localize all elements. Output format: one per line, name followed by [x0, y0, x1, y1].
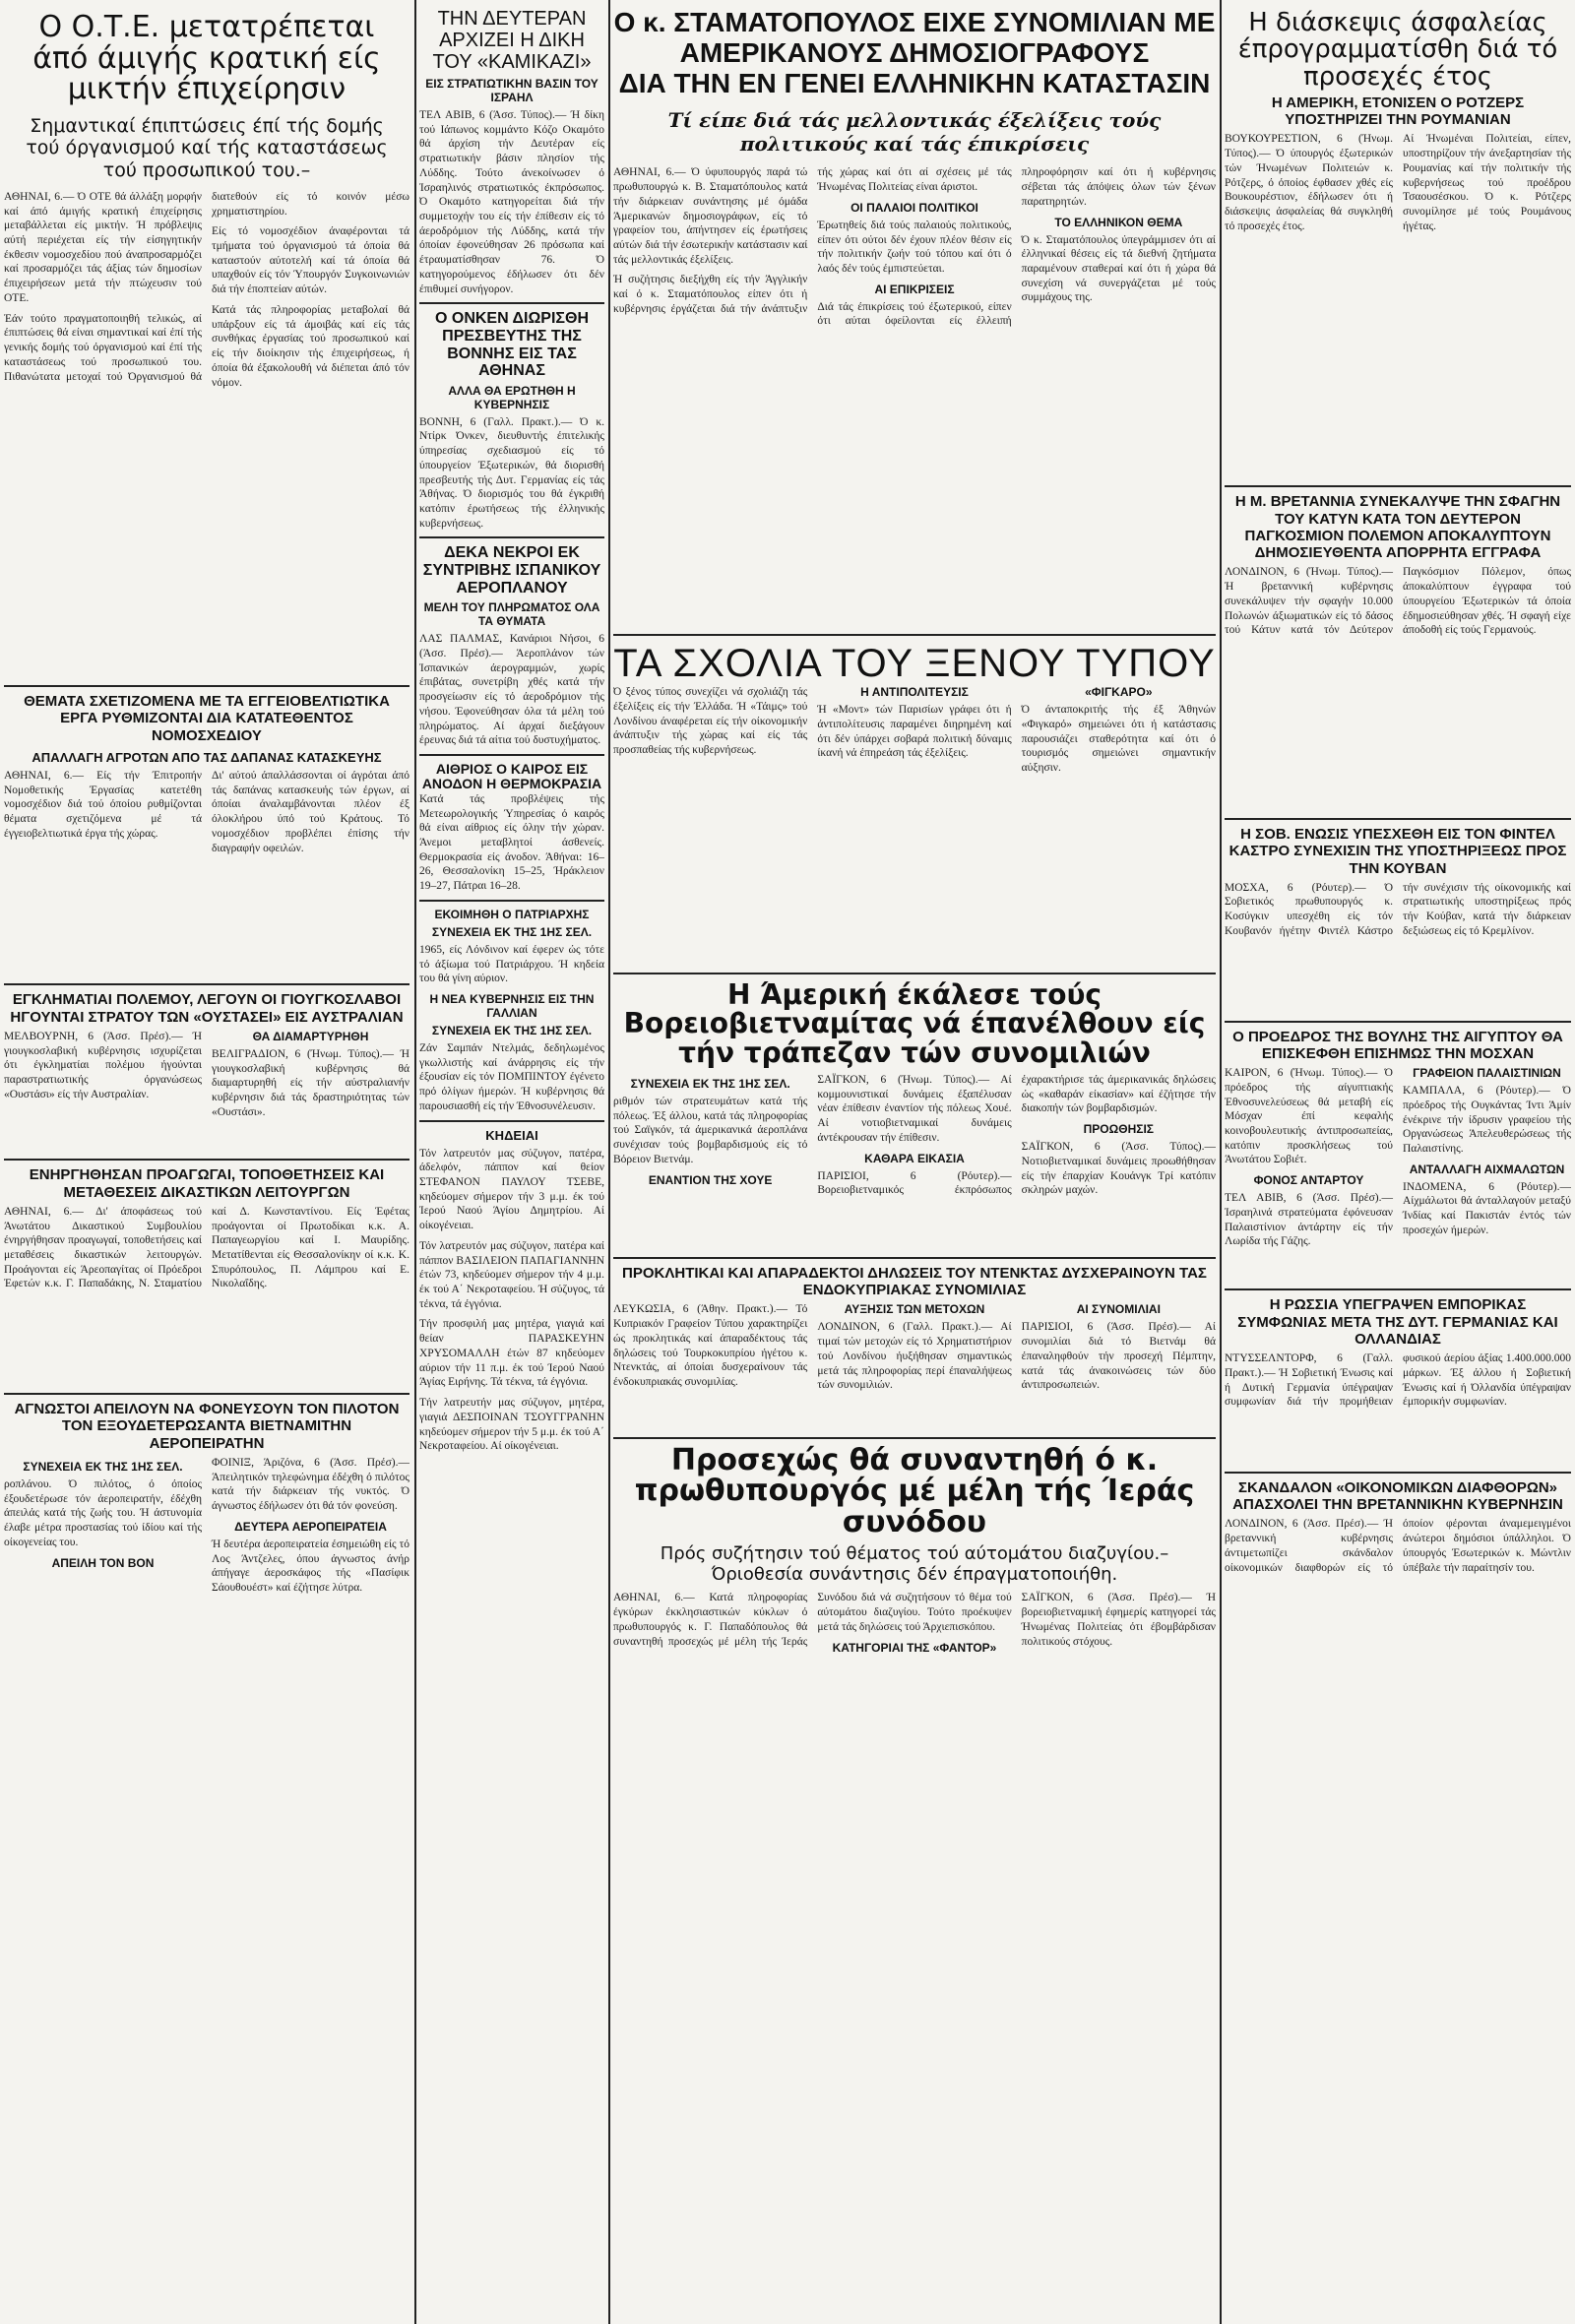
weather-body: Κατά τάς προβλέψεις τής Μετεωρολογικής Ύπηρεσίας ό καιρός θά είναι αίθριος είς όλην τήν χώραν. Άνεμοι μεταβλητοί άσθενείς. Θερμοκρασία είς άνοδον. Άθήναι: 16–26, Θεσσαλονίκη 15–25, Ήράκλειον 19–27, Πάτραι 16–28.: [419, 792, 604, 893]
hanoi-body-3: ΠΑΡΙΣΙΟΙ, 6 (Ρόυτερ).— Βορειοβιετναμικός έκπρόσωπος έχαρακτήρισε τάς άμερικανικάς δηλώσεις ώς «καθαράν είκασίαν» καί έζήτησε τήν διακοπήν τών βομβαρδισμών.: [817, 1073, 1216, 1197]
kamikazi-article: [419, 0, 604, 296]
security-sub: Η ΑΜΕΡΙΚΗ, ΕΤΟΝΙΣΕΝ Ο ΡΟΤΖΕΡΣ ΥΠΟΣΤΗΡΙΖΕΙ ΤΗΝ ΡΟΥΜΑΝΙΑΝ: [1271, 94, 1525, 129]
stamatopoulos-body-3: Έρωτηθείς διά τούς παλαιούς πολιτικούς, είπεν ότι ούτοι δέν έχουν πλέον θέσιν είς τήν πολιτικήν ζωήν τού τόπου καί ότι ό λαός δέν τούς έμπιστεύεται.: [817, 219, 1012, 275]
stamatopoulos-sub-1: ΟΙ ΠΑΛΑΙΟΙ ΠΟΛΙΤΙΚΟΙ: [850, 200, 978, 215]
railways-headline: ΘΕΜΑΤΑ ΣΧΕΤΙΖΟΜΕΝΑ ΜΕ ΤΑ ΕΓΓΕΙΟΒΕΛΤΙΩΤΙΚΑ ΕΡΓΑ ΡΥΘΜΙΖΟΝΤΑΙ ΔΙΑ ΚΑΤΑΤΕΘΕΝΤΟΣ ΝΟΜΟΣΧΕΔΙΟΥ: [24, 693, 390, 744]
patriarch-article: [419, 908, 604, 986]
archbishop-body: ΑΘΗΝΑΙ, 6.— Κατά πληροφορίας έγκύρων έκκλησιαστικών κύκλων ό πρωθυπουργός κ. Γ. Παπαδόπουλος θά συναντηθή προσεχώς μέ μέλη τής Ίεράς Συνόδου διά νά συζητήσουν τό θέμα τού αύτομάτου διαζυγίου. Τούτο προέκυψεν μετά τάς δηλώσεις τού Άρχιεπισκόπου.: [613, 1592, 1012, 1648]
column-1: [4, 0, 410, 1596]
pilot-sub-2: ΔΕΥΤΕΡΑ ΑΕΡΟΠΕΙΡΑΤΕΙΑ: [234, 1519, 387, 1534]
nudm-headline: ΠΡΟΚΛΗΤΙΚΑΙ ΚΑΙ ΑΠΑΡΑΔΕΚΤΟΙ ΔΗΛΩΣΕΙΣ ΤΟΥ ΝΤΕΝΚΤΑΣ ΔΥΣΧΕΡΑΙΝΟΥΝ ΤΑΣ ΕΝΔΟΚΥΠΡΙΑΚΑΣ ΣΥΝΟΜΙΛΙΑΣ: [622, 1264, 1207, 1299]
hanoi-sub-3: ΠΡΟΩΘΗΣΙΣ: [1083, 1122, 1154, 1137]
guerrilla-headline: ΦΟΝΟΣ ΑΝΤΑΡΤΟΥ: [1253, 1173, 1364, 1188]
patriarch-body: 1965, είς Λόνδινον καί έφερεν ώς τότε τό άξίωμα τού Πατριάρχου. Ή κηδεία του θά γίνη αύριον.: [419, 943, 604, 985]
funerals-body-3: Τήν προσφιλή μας μητέρα, γιαγιά καί θείαν ΠΑΡΑΣΚΕΥΗΝ ΧΡΥΣΟΜΑΛΛΗ έτών 87 κηδεύομεν αύριον τήν 11 π.μ. έκ τού Ίερού Ναού Άγίας Ειρήνης. Τά τέκνα, τά έγγόνια.: [419, 1318, 604, 1389]
palestinians-body: ΚΑΜΠΑΛΑ, 6 (Ρόυτερ).— Ό πρόεδρος τής Ουγκάντας Ίντι Άμίν ένέκρινε τήν ίδρυσιν γραφείου τής Οργανώσεως Άπελευθερώσεως τής Παλαιστίνης.: [1403, 1085, 1571, 1156]
kamikazi-headline: ΤΗΝ ΔΕΥΤΕΡΑΝ ΑΡΧΙΖΕΙ Η ΔΙΚΗ ΤΟΥ «ΚΑΜΙΚΑΖΙ»: [432, 8, 592, 73]
stamatopoulos-body-2: Ή συζήτησις διεξήχθη είς τήν Άγγλικήν καί ό κ. Σταματόπουλος είπεν ότι ή κυβέρνησις έργάζεται διά τήν άνάπτυξιν τής χώρας καί ότι αί σχέσεις μέ τάς Ήνωμένας Πολιτείας είναι άριστοι.: [613, 166, 1012, 315]
divider: [4, 1159, 410, 1161]
divider: [419, 302, 604, 304]
yugoslavs-article: [4, 991, 410, 1119]
stamatopoulos-sub-2: ΑΙ ΕΠΙΚΡΙΣΕΙΣ: [874, 282, 955, 296]
railways-body-1: ΑΘΗΝΑΙ, 6.— Είς τήν Έπιτροπήν Νομοθετικής Έργασίας κατετέθη νομοσχέδιον διά τού όποίου ρυθμίζονται θέματα σχετιζόμενα μέ τά έγγειοβελτιωτικά έργα τής χώρας.: [4, 769, 202, 840]
foreign-press-body-3: Ό άνταποκριτής τής έξ Άθηνών «Φιγκαρό» σημειώνει ότι ή κατάστασις παρουσιάζει σταθερότητα καί ότι ό τουρισμός σημειώνει σημαντικήν αύξησιν.: [1021, 704, 1216, 775]
hanoi-body-1: ριθμόν τών στρατευμάτων κατά τής πόλεως. Έξ άλλου, κατά τάς πληροφορίας τού Σαϊγκόν, τά άμερικανικά άεροπλάνα συνέχισαν τούς βομβαρδισμούς είς τό Βόρειον Βιετνάμ.: [613, 1095, 808, 1165]
divider: [419, 900, 604, 902]
hanoi-headline: Η Άμερική έκάλεσε τούς Βορειοβιετναμίτας νά έπανέλθουν είς τήν τράπεζαν τών συνομιλιών: [623, 977, 1206, 1069]
judicial-headline: ΕΝΗΡΓΗΘΗΣΑΝ ΠΡΟΑΓΩΓΑΙ, ΤΟΠΟΘΕΤΗΣΕΙΣ ΚΑΙ ΜΕΤΑΘΕΣΕΙΣ ΔΙΚΑΣΤΙΚΩΝ ΛΕΙΤΟΥΡΓΩΝ: [29, 1166, 385, 1201]
kamikazi-body: ΤΕΛ ΑΒΙΒ, 6 (Άσσ. Τύπος).— Ή δίκη τού Ιάπωνος κομμάντο Κόζο Οκαμότο θά άρχίση τήν Δευτέραν είς στρατιωτικήν βάσιν πλησίον τής Λύδδης. Τούτο άνεκοίνωσεν ό Ίσραηλινός στρατιωτικός έκπρόσωπος. Ό Οκαμότο κατηγορείται διά τήν συμμετοχήν του είς τήν έπίθεσιν είς τό άεροδρόμιον τής Λύδδης, κατά τήν όποίαν έφονεύθησαν 26 πρόσωπα καί έτραυματίσθησαν 76. Ό κατηγορούμενος έδήλωσεν ότι δέν έπιθυμεί συνήγορον.: [419, 109, 604, 295]
prisoners-body: ΙΝΔΟΜΕΝΑ, 6 (Ρόυτερ).— Αίχμάλωτοι θά άνταλλαγούν μεταξύ Ίνδίας καί Πακιστάν έντός τών προσεχών ήμερών.: [1403, 1180, 1571, 1236]
funerals-body-2: Τόν λατρευτόν μας σύζυγον, πατέρα καί πάππον ΒΑΣΙΛΕΙΟΝ ΠΑΠΑΓΙΑΝΝΗΝ έτών 73, κηδεύομεν σήμερον τήν 4 μ.μ. έκ τού Α΄ Νεκροταφείου. Ή σύζυγος, τά τέκνα, τά έγγόνια.: [419, 1239, 604, 1310]
divider: [4, 685, 410, 687]
judicial-body: ΑΘΗΝΑΙ, 6.— Δι' άποφάσεως τού Άνωτάτου Δικαστικού Συμβουλίου ένηργήθησαν προαγωγαί, τοποθετήσεις καί μεταθέσεις δικαστικών λειτουργών. Προάγονται είς Άρεοπαγίτας οί Πρόεδροι Έφετών κ.κ. Γ. Παπαδάκης, Ν. Σταματίου καί Δ. Κωνσταντίνου. Είς Έφέτας προάγονται οί Πρωτοδίκαι κ.κ. Α. Παπαγεωργίου καί Ι. Μαυρίδης. Μετατίθενται είς Θεσσαλονίκην οί κ.κ. Κ. Σπυρόπουλος, Π. Λάμπρου καί Ε. Νικολαΐδης.: [4, 1205, 410, 1290]
security-headline: Η διάσκεψις άσφαλείας έπρογραμματίσθη διά τό προσεχές έτος: [1237, 8, 1558, 92]
ote-body-3: Είς τό νομοσχέδιον άναφέρονται τά τμήματα τού όργανισμού τά όποία θά καταστούν αύτοτελή καί τά όποία θά υπαχθούν είς τόν Ύπουργόν Συγκοινωνιών διά τήν έποπτείαν αύτών.: [212, 225, 410, 296]
foreign-press-body-2: Ή «Μοντ» τών Παρισίων γράφει ότι ή άντιπολίτευσις παραμένει διηρημένη καί ότι δέν ύπάρχει σοβαρά πολιτική δύναμις ίκανή νά έπηρεάση τάς έξελίξεις.: [817, 704, 1012, 760]
divider: [1225, 1288, 1571, 1290]
railways-article: [4, 693, 410, 855]
stamatopoulos-sub-3: ΤΟ ΕΛΛΗΝΙΚΟΝ ΘΕΜΑ: [1054, 215, 1183, 229]
spanish-crash-body: ΛΑΣ ΠΑΛΜΑΣ, Κανάριοι Νήσοι, 6 (Άσσ. Πρέσ).— Άεροπλάνον τών Ίσπανικών άερογραμμών, χωρίς έπιβάτας, συνετρίβη χθές κατά τήν προσγείωσιν είς τό άεροδρόμιον τής νήσου. Έφονεύθησαν όλα τά μέλη τού πληρώματος. Αί άρχαί διεξάγουν έρευνας διά τά αίτια τού δυστυχήματος.: [419, 633, 604, 747]
funerals-article: [419, 1128, 604, 1454]
hanoi-sub-4: ΑΥΞΗΣΙΣ ΤΩΝ ΜΕΤΟΧΩΝ: [844, 1302, 985, 1317]
scandal-headline: ΣΚΑΝΔΑΛΟΝ «ΟΙΚΟΝΟΜΙΚΩΝ ΔΙΑΦΘΟΡΩΝ» ΑΠΑΣΧΟΛΕΙ ΤΗΝ ΒΡΕΤΑΝΝΙΚΗΝ ΚΥΒΕΡΝΗΣΙΝ: [1232, 1478, 1563, 1514]
pilot-headline: ΑΓΝΩΣΤΟΙ ΑΠΕΙΛΟΥΝ ΝΑ ΦΟΝΕΥΣΟΥΝ ΤΟΝ ΠΙΛΟΤΟΝ ΤΟΝ ΕΞΟΥΔΕΤΕΡΩΣΑΝΤΑ ΒΙΕΤΝΑΜΙΤΗΝ ΑΕΡΟΠΕΙΡΑΤΗΝ: [14, 1401, 400, 1452]
nudm-article: [613, 1265, 1216, 1398]
divider: [613, 1257, 1216, 1259]
stamatopoulos-body-4: Διά τάς έπικρίσεις τού έξωτερικού, είπεν ότι αύται όφείλονται είς έλλειπή πληροφόρησιν καί ότι ή κυβέρνησις σέβεται τάς άπόψεις όλων τών ξένων παρατηρητών.: [817, 166, 1216, 328]
yugoslavs-sub: ΘΑ ΔΙΑΜΑΡΤΥΡΗΘΗ: [252, 1029, 369, 1043]
column-3: [613, 0, 1216, 1655]
ote-body-4: Κατά τάς πληροφορίας μεταβολαί θά υπάρξουν είς τά άμοιβάς καί είς τάς συνθήκας έργασίας τού προσωπικού καί είς τήν διοίκησιν τής έπιχειρήσεως, ή όποία θά έξακολουθή νά διέπεται άπό τόν νόμον.: [212, 303, 410, 389]
britain-body: ΛΟΝΔΙΝΟΝ, 6 (Ήνωμ. Τύπος).— Ή βρεταννική κυβέρνησις συνεκάλυψεν τήν σφαγήν 10.000 Πολωνών άξιωματικών είς τό δάσος τού Κάτυν κατά τόν Δεύτερον Παγκόσμιον Πόλεμον, όπως άποκαλύπτουν έγγραφα τού ύπουργείου Έξωτερικών τά όποία έδημοσιεύθησαν χθές. Ή σφαγή είχε άποδοθή είς τούς Γερμανούς.: [1225, 566, 1571, 637]
hanoi-body-2: ΣΑΪΓΚΟΝ, 6 (Ήνωμ. Τύπος).— Αί κομμουνιστικαί δυνάμεις έξαπέλυσαν νέαν έπίθεσιν έναντίον τής πόλεως Χουέ. Αί νοτιοβιετναμικαί δυνάμεις άντέκρουσαν τήν έπίθεσιν.: [817, 1073, 1012, 1144]
railways-body-2: Δι' αύτού άπαλλάσσονται οί άγρόται άπό τάς δαπάνας κατασκευής τών έργων, αί όποίαι άναλαμβάνονται πλέον έξ όλοκλήρου ύπό τού Κράτους. Τό νομοσχέδιον προβλέπει έπίσης τήν διαγραφήν οφειλών.: [212, 769, 410, 854]
soviet-union-headline: ΑΙ ΣΥΝΟΜΙΛΙΑΙ: [1076, 1302, 1161, 1317]
egypt-body: ΚΑΙΡΟΝ, 6 (Ήνωμ. Τύπος).— Ό πρόεδρος τής αίγυπτιακής Έθνοσυνελεύσεως θά μεταβή είς Μόσχαν έπί κεφαλής κοινοβουλευτικής άντιπροσωπείας, κατόπιν προσκλήσεως τού Άνωτάτου Σοβιέτ.: [1225, 1067, 1393, 1166]
column-2: [419, 0, 604, 1460]
hanoi-sub-5: ΚΑΤΗΓΟΡΙΑΙ ΤΗΣ «ΦΑΝΤΟΡ»: [832, 1640, 997, 1655]
britain-article: [1225, 493, 1571, 641]
hanoi-cont: ΣΥΝΕΧΕΙΑ ΕΚ ΤΗΣ 1ΗΣ ΣΕΛ.: [630, 1076, 790, 1091]
security-article: [1225, 0, 1571, 239]
weather-headline: ΑΙΘΡΙΟΣ Ο ΚΑΙΡΟΣ ΕΙΣ ΑΝΟΔΟΝ Η ΘΕΡΜΟΚΡΑΣΙΑ: [421, 761, 602, 792]
france-gov-headline: Η ΝΕΑ ΚΥΒΕΡΝΗΣΙΣ ΕΙΣ ΤΗΝ ΓΑΛΛΙΑΝ: [429, 991, 595, 1020]
spanish-crash-sub: ΜΕΛΗ ΤΟΥ ΠΛΗΡΩΜΑΤΟΣ ΟΛΑ ΤΑ ΘΥΜΑΤΑ: [423, 600, 600, 629]
divider: [419, 536, 604, 538]
hanoi-body-6: ΣΑΪΓΚΟΝ, 6 (Άσσ. Πρέσ).— Ή βορειοβιετναμική έφημερίς κατηγορεί τάς Ήνωμένας Πολιτείας ότι έβομβάρδισαν πολιτικούς στόχους.: [1021, 1592, 1216, 1648]
spanish-crash-article: [419, 544, 604, 748]
stamatopoulos-headline-1: Ο κ. ΣΤΑΜΑΤΟΠΟΥΛΟΣ ΕΙΧΕ ΣΥΝΟΜΙΛΙΑΝ ΜΕ ΑΜΕΡΙΚΑΝΟΥΣ ΔΗΜΟΣΙΟΓΡΑΦΟΥΣ: [613, 7, 1216, 68]
pilot-sub-1: ΑΠΕΙΛΗ ΤΟΝ ΒΟΝ: [51, 1555, 155, 1570]
pilot-cont: ΣΥΝΕΧΕΙΑ ΕΚ ΤΗΣ 1ΗΣ ΣΕΛ.: [23, 1459, 183, 1474]
soviet-body: ΜΟΣΧΑ, 6 (Ρόυτερ).— Ό Σοβιετικός πρωθυπουργός κ. Κοσύγκιν υπεσχέθη είς τόν Κουβανόν ήγέτην Φιντέλ Κάστρο τήν συνέχισιν τής οίκονομικής καί στρατιωτικής υποστηρίξεως πρός τήν Κούβαν, κατά τήν διάρκειαν δεξιώσεως είς τό Κρεμλίνον.: [1225, 881, 1571, 937]
yugoslavs-headline: ΕΓΚΛΗΜΑΤΙΑΙ ΠΟΛΕΜΟΥ, ΛΕΓΟΥΝ ΟΙ ΓΙΟΥΓΚΟΣΛΑΒΟΙ ΗΓΟΥΝΤΑΙ ΣΤΡΑΤΟΥ ΤΩΝ «ΟΥΣΤΑΣΕΙ» ΕΙΣ ΑΥΣΤΡΑΛΙΑΝ: [10, 991, 404, 1026]
ote-body-1: ΑΘΗΝΑΙ, 6.— Ό ΟΤΕ θά άλλάξη μορφήν καί άπό άμιγής κρατική έπιχείρησις μεταβάλλεται είς μικτήν. Ή πρόβλεψις αύτή περιέχεται είς τήν είσηγητικήν έκθεσιν νομοσχεδίου πού άναπροσαρμόζει καί προσαρμόζει τάς άξίας τών δημοσίων έπιχειρήσεων μετά τήν πτώχευσιν τού ΟΤΕ.: [4, 190, 202, 304]
archbishop-article: [613, 1442, 1216, 1655]
guerrilla-body: ΤΕΛ ΑΒΙΒ, 6 (Άσσ. Πρέσ).— Ίσραηλινά στρατεύματα έφόνευσαν Παλαιστίνιον άντάρτην είς τήν Λωρίδα τής Γάζης.: [1225, 1192, 1393, 1248]
foreign-press-headline: ΤΑ ΣΧΟΛΙΑ ΤΟΥ ΞΕΝΟΥ ΤΥΠΟΥ: [613, 642, 1216, 686]
britain-headline: Η Μ. ΒΡΕΤΑΝΝΙΑ ΣΥΝΕΚΑΛΥΨΕ ΤΗΝ ΣΦΑΓΗΝ ΤΟΥ ΚΑΤΥΝ ΚΑΤΑ ΤΟΝ ΔΕΥΤΕΡΟΝ ΠΑΓΚΟΣΜΙΟΝ ΠΟΛΕΜΟΝ ΑΠΟΚΑΛΥΠΤΟΥΝ ΔΗΜΟΣΙΕΥΘΕΝΤΑ ΑΠΟΡΡΗΤΑ ΕΓΓΡΑΦΑ: [1234, 493, 1561, 562]
railways-sub: ΑΠΑΛΛΑΓΗ ΑΓΡΟΤΩΝ ΑΠΟ ΤΑΣ ΔΑΠΑΝΑΣ ΚΑΤΑΣΚΕΥΗΣ: [32, 749, 382, 765]
scandal-body: ΛΟΝΔΙΝΟΝ, 6 (Άσσ. Πρέσ).— Ή βρεταννική κυβέρνησις άντιμετωπίζει σκάνδαλον οίκονομικών διαφθορών είς τό όποίον φέρονται άναμεμειγμένοι άνώτεροι δημόσιοι ύπάλληλοι. Ό ύπουργός Έσωτερικών κ. Μώντλιν ύπέβαλε τήν παραίτησίν του.: [1225, 1518, 1571, 1574]
weather-article: [419, 762, 604, 894]
column-4: [1225, 0, 1571, 1578]
divider: [613, 634, 1216, 636]
ote-body-2: Έάν τούτο πραγματοποιηθή τελικώς, αί έπιπτώσεις θά είναι σημαντικαί καί έπί τής γενικής δομής τού όργανισμού καί έπί τής καταστάσεως τού προσωπικού του. Πιθανώτατα μετοχαί τού Όργανισμού θά διατεθούν είς τό κοινόν μέσω χρηματιστηρίου.: [4, 190, 410, 383]
palestinians-headline: ΓΡΑΦΕΙΟΝ ΠΑΛΑΙΣΤΙΝΙΩΝ: [1413, 1066, 1561, 1081]
hanoi-sub-1: ΕΝΑΝΤΙΟΝ ΤΗΣ ΧΟΥΕ: [648, 1172, 773, 1187]
spanish-crash-headline: ΔΕΚΑ ΝΕΚΡΟΙ ΕΚ ΣΥΝΤΡΙΒΗΣ ΙΣΠΑΝΙΚΟΥ ΑΕΡΟΠΛΑΝΟΥ: [422, 544, 601, 597]
archbishop-headline: Προσεχώς θά συναντηθή ό κ. πρωθυπουργός μέ μέλη τής Ίεράς συνόδου: [634, 1442, 1195, 1539]
patriarch-cont: ΣΥΝΕΧΕΙΑ ΕΚ ΤΗΣ 1ΗΣ ΣΕΛ.: [431, 924, 593, 939]
stamatopoulos-headline-2: ΔΙΑ ΤΗΝ ΕΝ ΓΕΝΕΙ ΕΛΛΗΝΙΚΗΝ ΚΑΤΑΣΤΑΣΙΝ: [618, 67, 1211, 98]
stamatopoulos-deck: Τί είπε διά τάς μελλοντικάς έξελίξεις τούς πολιτικούς καί τάς έπικρίσεις: [667, 108, 1162, 157]
foreign-press-sub-1: Η ΑΝΤΙΠΟΛΙΤΕΥΣΙΣ: [860, 685, 969, 700]
divider: [4, 983, 410, 985]
security-body-1: ΒΟΥΚΟΥΡΕΣΤΙΟΝ, 6 (Ήνωμ. Τύπος).— Ό ύπουργός έξωτερικών τών Ήνωμένων Πολιτειών κ. Ρότζερς, ό όποίος έφθασεν χθές είς Βουκουρέστιον, έδήλωσεν ότι ή διάσκεψις άσφαλείας θά συγκληθή τό προσεχές έτος.: [1225, 133, 1393, 232]
hanoi-body-4: ΣΑΪΓΚΟΝ, 6 (Άσσ. Τύπος).— Νοτιοβιετναμικαί δυνάμεις προωθήθησαν είς τήν έπαρχίαν Κουάνγκ Τρί κατόπιν σκληρών μαχών.: [1021, 1141, 1216, 1197]
foreign-press-body-1: Ό ξένος τύπος συνεχίζει νά σχολιάζη τάς έξελίξεις είς τήν Έλλάδα. Ή «Τάιμς» τού Λονδίνου άναφέρεται είς τήν οίκονομικήν άνάπτυξιν τής χώρας καί είς τάς προσπαθείας τής κυβερνήσεως.: [613, 686, 808, 757]
france-gov-cont: ΣΥΝΕΧΕΙΑ ΕΚ ΤΗΣ 1ΗΣ ΣΕΛ.: [431, 1023, 593, 1037]
column-rule: [414, 0, 416, 2324]
funerals-headline: ΚΗΔΕΙΑΙ: [485, 1127, 538, 1143]
pilot-body-1: ροπλάνου. Ό πιλότος, ό όποίος έξουδετέρωσε τόν άεροπειρατήν, έδέχθη άπειλάς κατά τής ζωής του. Ή άστυνομία έλαβε μέτρα προστασίας τού ίδίου καί τής οίκογενείας του.: [4, 1477, 202, 1548]
bonn-article: [419, 310, 604, 531]
security-body-2: Αί Ήνωμέναι Πολιτείαι, είπεν, υποστηρίζουν τήν άνεξαρτησίαν τής Ρουμανίας καί τήν πολιτικήν τής κυβερνήσεως τού προέδρου Τσαουσέσκου. Ό κ. Ρότζερς συνομίλησε μέ τούς Ρουμάνους ήγέτας.: [1403, 133, 1571, 232]
hanoi-body-5: ΛΟΝΔΙΝΟΝ, 6 (Γαλλ. Πρακτ.).— Αί τιμαί τών μετοχών είς τό Χρηματιστήριον τού Λονδίνου ήυξήθησαν σημαντικώς μετά τάς πληροφορίας περί έπαναλήψεως τών συνομιλιών.: [817, 1321, 1012, 1392]
scandal-article: [1225, 1479, 1571, 1578]
divider: [419, 1120, 604, 1122]
judicial-article: [4, 1166, 410, 1294]
russia-trade-article: [1225, 1296, 1571, 1413]
divider: [1225, 818, 1571, 820]
divider: [419, 754, 604, 756]
divider: [1225, 1472, 1571, 1474]
hanoi-article: [613, 977, 1216, 1198]
france-gov-article: [419, 992, 604, 1114]
prisoners-headline: ΑΝΤΑΛΛΑΓΗ ΑΙΧΜΑΛΩΤΩΝ: [1409, 1162, 1565, 1176]
funerals-body-1: Τόν λατρευτόν μας σύζυγον, πατέρα, άδελφόν, πάππον καί θείον ΣΤΕΦΑΝΟΝ ΠΑΥΛΟΥ ΤΣΕΒΕ, κηδεύομεν σήμερον τήν 3 μ.μ. έκ τού Ίερού Ναού Άγίου Δημητρίου. Αί οίκογένειαι.: [419, 1147, 604, 1232]
pilot-body-3: Ή δευτέρα άεροπειρατεία έσημειώθη είς τό Λος Άντζελες, όπου άγνωστος άνήρ άπήγαγε άεροσκάφος τής «Πασίφικ Σάουθουέστ» καί έζήτησε λύτρα.: [212, 1538, 410, 1594]
ote-headline: Ο Ο.Τ.Ε. μετατρέπεται άπό άμιγής κρατική είς μικτήν έπιχείρησιν: [32, 10, 381, 106]
column-rule: [608, 0, 610, 2324]
ote-deck: Σημαντικαί έπιπτώσεις έπί τής δομής τού όργανισμού καί τής καταστάσεως τού προσωπικού του.–: [26, 114, 388, 182]
funerals-body-4: Τήν λατρευτήν μας σύζυγον, μητέρα, γιαγιά ΔΕΣΠΟΙΝΑΝ ΤΣΟΥΓΓΡΑΝΗΝ κηδεύομεν σήμερον τήν 5 μ.μ. έκ τού Α΄ Νεκροταφείου. Αί οίκογένειαι.: [419, 1397, 604, 1453]
stamatopoulos-article: [613, 0, 1216, 329]
stamatopoulos-body-5: Ό κ. Σταματόπουλος ύπεγράμμισεν ότι αί έλληνικαί θέσεις είς τά διεθνή ζητήματα παραμένουν σταθεραί καί ότι ή χώρα θά συνεχίση νά συνεργάζεται μέ τούς συμμάχους της.: [1021, 233, 1216, 304]
foreign-press-sub-2: «ΦΙΓΚΑΡΟ»: [1085, 685, 1153, 700]
patriarch-headline: ΕΚΟΙΜΗΘΗ Ο ΠΑΤΡΙΑΡΧΗΣ: [434, 907, 590, 921]
russia-trade-body: ΝΤΥΣΣΕΛΝΤΟΡΦ, 6 (Γαλλ. Πρακτ.).— Ή Σοβιετική Ένωσις καί ή Δυτική Γερμανία ύπέγραψαν συμφωνίαν διά τήν προμήθειαν φυσικού άερίου άξίας 1.400.000.000 μάρκων. Έξ άλλου ή Σοβιετική Ένωσις καί ή Όλλανδία ύπέγραψαν έμπορικήν συμφωνίαν.: [1225, 1352, 1571, 1409]
divider: [613, 973, 1216, 974]
egypt-article: [1225, 1029, 1571, 1250]
yugoslavs-body-1: ΜΕΛΒΟΥΡΝΗ, 6 (Άσσ. Πρέσ).— Ή γιουγκοσλαβική κυβέρνησις ισχυρίζεται ότι έγκληματίαι πολέμου ήγούνται παραστρατιωτικής όργανώσεως «Ουστάσι» είς τήν Αυστραλίαν.: [4, 1030, 202, 1100]
russia-trade-headline: Η ΡΩΣΣΙΑ ΥΠΕΓΡΑΨΕΝ ΕΜΠΟΡΙΚΑΣ ΣΥΜΦΩΝΙΑΣ ΜΕΤΑ ΤΗΣ ΔΥΤ. ΓΕΡΜΑΝΙΑΣ ΚΑΙ ΟΛΛΑΝΔΙΑΣ: [1237, 1296, 1558, 1348]
divider: [4, 1393, 410, 1395]
ote-article: [4, 0, 410, 390]
yugoslavs-body-2: ΒΕΛΙΓΡΑΔΙΟΝ, 6 (Ήνωμ. Τύπος).— Ή γιουγκοσλαβική κυβέρνησις θά διαμαρτυρηθή είς τήν αύστραλιανήν κυβέρνησιν διά τάς δραστηριότητας τών «Ουστάσι».: [212, 1047, 410, 1118]
hanoi-sub-2: ΚΑΘΑΡΑ ΕΙΚΑΣΙΑ: [864, 1151, 965, 1165]
soviet-article: [1225, 826, 1571, 942]
bonn-headline: Ο ΟΝΚΕΝ ΔΙΩΡΙΣΘΗ ΠΡΕΣΒΕΥΤΗΣ ΤΗΣ ΒΟΝΝΗΣ ΕΙΣ ΤΑΣ ΑΘΗΝΑΣ: [434, 310, 589, 380]
divider: [613, 1437, 1216, 1439]
bonn-body: ΒΟΝΝΗ, 6 (Γαλλ. Πρακτ.).— Ό κ. Ντίρκ Όνκεν, διευθυντής έπιτελικής ύπηρεσίας σχεδιασμού είς τό ύπουργείον Έξωτερικών, θά διορισθή πρεσβευτής τής Δυτ. Γερμανίας είς τάς Άθήνας. Ό διορισμός του θά έγκριθή κατόπιν έρωτήσεως τής έλληνικής κυβερνήσεως.: [419, 415, 604, 530]
divider: [1225, 485, 1571, 487]
divider: [1225, 1021, 1571, 1023]
foreign-press-article: [613, 642, 1216, 776]
france-gov-body: Ζάν Σαμπάν Ντελμάς, δεδηλωμένος γκωλλιστής καί άνάρρησις είς τήν έξουσίαν είς τόν ΠΟΜΠΙΝΤΟΥ έγένετο πρό όλίγων ήμερών. Ή κυβέρνησις θά παρουσιασθή είς τήν Έθνοσυνέλευσιν.: [419, 1041, 604, 1112]
bonn-sub: ΑΛΛΑ ΘΑ ΕΡΩΤΗΘΗ Η ΚΥΒΕΡΝΗΣΙΣ: [448, 383, 576, 411]
archbishop-deck: Πρός συζήτησιν τού θέματος τού αύτομάτου διαζυγίου.– Όριοθεσία συνάντησις δέν έπραγματοποιήθη.: [660, 1543, 1169, 1586]
egypt-headline: Ο ΠΡΟΕΔΡΟΣ ΤΗΣ ΒΟΥΛΗΣ ΤΗΣ ΑΙΓΥΠΤΟΥ ΘΑ ΕΠΙΣΚΕΦΘΗ ΕΠΙΣΗΜΩΣ ΤΗΝ ΜΟΣΧΑΝ: [1232, 1028, 1563, 1062]
pilot-article: [4, 1401, 410, 1596]
kamikazi-sub: ΕΙΣ ΣΤΡΑΤΙΩΤΙΚΗΝ ΒΑΣΙΝ ΤΟΥ ΙΣΡΑΗΛ: [425, 77, 598, 104]
pilot-body-2: ΦΟΙΝΙΞ, Άριζόνα, 6 (Άσσ. Πρέσ).— Άπειλητικόν τηλεφώνημα έδέχθη ό πιλότος κατά τήν διάρκειαν τής νυκτός. Ό άγνωστος έδήλωσεν ότι θά τόν φονεύση.: [212, 1456, 410, 1513]
soviet-union-body: ΠΑΡΙΣΙΟΙ, 6 (Άσσ. Πρέσ).— Αί συνομιλίαι διά τό Βιετνάμ θά έπαναληφθούν τήν προσεχή Πέμπτην, κατά τάς άνακοινώσεις τών δύο άντιπροσωπειών.: [1021, 1321, 1216, 1392]
column-rule: [1220, 0, 1222, 2324]
nudm-body: ΛΕΥΚΩΣΙΑ, 6 (Άθην. Πρακτ.).— Τό Κυπριακόν Γραφείον Τύπου χαρακτηρίζει ώς προκλητικάς καί άπαραδέκτους τάς δηλώσεις τού Τουρκοκυπρίου ήγέτου κ. Ντενκτάς, αί όποίαι δυσχεραίνουν τάς ένδοκυπριακάς συνομιλίας.: [613, 1303, 808, 1389]
soviet-headline: Η ΣΟΒ. ΕΝΩΣΙΣ ΥΠΕΣΧΕΘΗ ΕΙΣ ΤΟΝ ΦΙΝΤΕΛ ΚΑΣΤΡΟ ΣΥΝΕΧΙΣΙΝ ΤΗΣ ΥΠΟΣΤΗΡΙΞΕΩΣ ΠΡΟΣ ΤΗΝ ΚΟΥΒΑΝ: [1228, 826, 1567, 877]
stamatopoulos-body-1: ΑΘΗΝΑΙ, 6.— Ό ύφυπουργός παρά τώ πρωθυπουργώ κ. Β. Σταματόπουλος κατά τήν διάρκειαν συνάντησης μέ όμάδα Άμερικανών δημοσιογράφων, είς τό γραφείον του, άπήντησεν είς έρωτήσεις αύτών διά τήν έσωτερικήν κατάστασιν καί τάς μελλοντικάς έξελίξεις.: [613, 166, 808, 266]
